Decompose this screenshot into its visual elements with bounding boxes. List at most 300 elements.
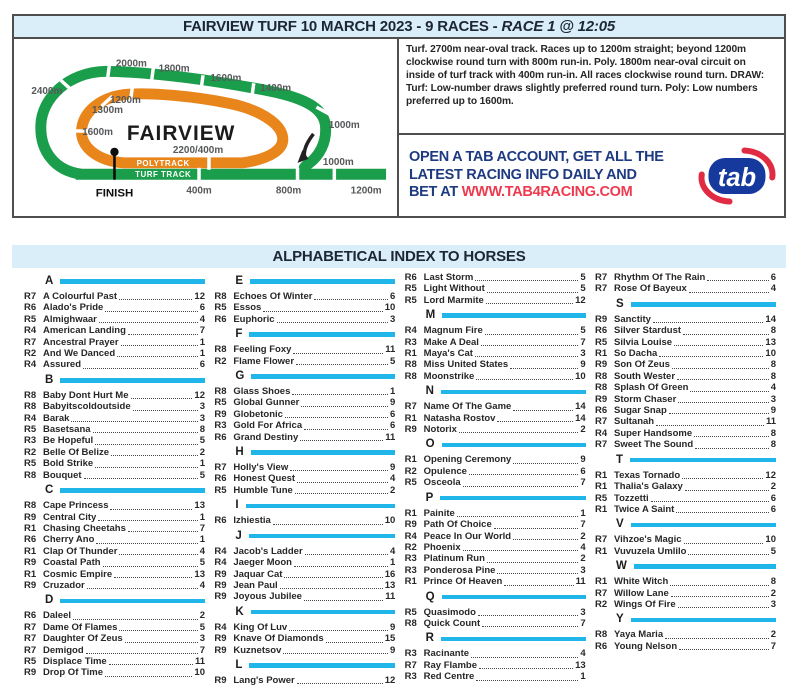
horse-name: Wings Of Fire xyxy=(613,598,676,610)
horse-name: Baby Dont Hurt Me xyxy=(43,389,129,401)
index-row xyxy=(214,291,395,302)
index-row xyxy=(24,314,205,325)
horse-name: Vihzoe's Magic xyxy=(613,534,682,546)
race-tag: R9 xyxy=(24,579,37,591)
dotted-leader xyxy=(103,566,198,567)
race-tag: R1 xyxy=(404,348,417,360)
section-divider-bar xyxy=(631,302,776,307)
section-letter: D xyxy=(45,594,54,607)
page-number: 10 xyxy=(384,515,396,527)
section-letter: B xyxy=(45,373,54,386)
dotted-leader xyxy=(297,482,388,483)
horse-name: Alado's Pride xyxy=(43,302,104,314)
dotted-leader xyxy=(128,334,198,335)
index-row xyxy=(24,546,205,557)
horse-name: Name Of The Game xyxy=(423,401,512,413)
race-tag: R7 xyxy=(594,587,608,599)
dotted-leader xyxy=(95,444,198,445)
index-row xyxy=(214,462,395,473)
horse-name: Son Of Zeus xyxy=(613,359,670,371)
index-row xyxy=(405,542,586,553)
index-row xyxy=(405,337,586,348)
race-tag: R3 xyxy=(404,671,417,683)
dotted-leader xyxy=(695,448,769,449)
page-number: 5 xyxy=(770,545,776,557)
index-row xyxy=(214,485,395,496)
page-number: 5 xyxy=(199,621,205,633)
page-number: 3 xyxy=(580,564,586,576)
race-tag: R7 xyxy=(24,644,37,656)
index-letter-header xyxy=(235,276,395,287)
track-label: FAIRVIEW xyxy=(126,121,236,145)
race-tag: R4 xyxy=(404,325,417,337)
index-row xyxy=(214,397,395,408)
dotted-leader xyxy=(683,334,769,335)
horse-name: Daughter Of Zeus xyxy=(43,633,123,645)
dotted-leader xyxy=(497,573,578,574)
page-number: 6 xyxy=(770,492,776,504)
horse-name: Belle Of Belize xyxy=(43,446,109,458)
page-number: 9 xyxy=(390,644,396,656)
section-divider-bar xyxy=(249,534,396,539)
horse-name: Quasimodo xyxy=(423,606,476,618)
page-number: 1 xyxy=(199,458,205,470)
section-divider-bar xyxy=(60,378,205,383)
index-row xyxy=(214,302,395,313)
index-row xyxy=(24,348,205,359)
index-row xyxy=(595,546,776,557)
index-row xyxy=(595,470,776,481)
page-number: 11 xyxy=(385,431,396,443)
race-tag: R5 xyxy=(404,283,417,295)
race-tag: R8 xyxy=(24,469,37,481)
horse-name: Dame Of Flames xyxy=(43,621,118,633)
index-row xyxy=(405,508,586,519)
dotted-leader xyxy=(289,630,388,631)
horse-name: Euphoric xyxy=(233,313,275,325)
page-number: 2 xyxy=(770,587,776,599)
race-tag: R7 xyxy=(404,659,417,671)
tab-logo-icon xyxy=(698,146,776,206)
index-columns xyxy=(24,272,776,686)
index-row xyxy=(24,435,205,446)
dotted-leader xyxy=(486,303,573,304)
index-row xyxy=(405,607,586,618)
track-description: Turf. 2700m near-oval track. Races up to 1200m straight; beyond 1200m clockwise round turn with 800m run-in. Poly. 1800m near-oval circuit on inside of turf track with 400m run-in. All races clockwise round turn. DRAW: Turf: Low-number draws slightly preferred round turn. Poly: Low numbers preferred up to 1600m. xyxy=(399,39,784,135)
dotted-leader xyxy=(690,391,768,392)
page-number: 6 xyxy=(770,272,776,283)
index-title: ALPHABETICAL INDEX TO HORSES xyxy=(272,248,526,265)
index-row xyxy=(24,337,205,348)
horse-name: Echoes Of Winter xyxy=(233,291,313,302)
dotted-leader xyxy=(128,531,198,532)
index-row xyxy=(214,356,395,367)
index-row xyxy=(214,591,395,602)
page-number: 5 xyxy=(199,435,205,447)
horse-name: Super Handsome xyxy=(613,427,693,439)
horse-name: Silvia Louise xyxy=(613,336,673,348)
dotted-leader xyxy=(99,322,198,323)
dotted-leader xyxy=(676,512,768,513)
dotted-leader xyxy=(73,619,198,620)
dotted-leader xyxy=(125,642,198,643)
horse-name: Twice A Saint xyxy=(613,503,675,515)
horse-name: Peace In Our World xyxy=(423,530,512,542)
dotted-leader xyxy=(290,470,388,471)
page-number: 8 xyxy=(199,424,205,436)
dotted-leader xyxy=(117,356,198,357)
horse-name: Clap Of Thunder xyxy=(43,545,118,557)
horse-name: Jean Paul xyxy=(233,579,278,591)
page-number: 1 xyxy=(390,386,396,398)
race-tag: R5 xyxy=(404,606,417,618)
dotted-leader xyxy=(326,642,383,643)
ad-line-2: LATEST RACING INFO DAILY AND xyxy=(409,166,637,183)
race-tag: R6 xyxy=(214,515,227,527)
index-row xyxy=(405,413,586,424)
section-divider-bar xyxy=(251,374,395,379)
index-row xyxy=(595,588,776,599)
track-label: 1200m xyxy=(109,95,141,107)
horse-name: And We Danced xyxy=(43,348,116,360)
horse-name: Glass Shoes xyxy=(233,386,291,398)
page-number: 1 xyxy=(390,557,396,569)
dotted-leader xyxy=(105,676,192,677)
index-row xyxy=(214,473,395,484)
dotted-leader xyxy=(459,432,578,433)
page-number: 4 xyxy=(770,382,776,394)
page-number: 4 xyxy=(199,545,205,557)
race-tag: R7 xyxy=(214,462,227,474)
dotted-leader xyxy=(510,368,578,369)
index-row xyxy=(595,629,776,640)
index-row xyxy=(405,272,586,283)
page-number: 11 xyxy=(765,416,776,428)
track-label: TURF TRACK xyxy=(135,170,192,180)
dotted-leader xyxy=(119,630,197,631)
page-number: 5 xyxy=(199,557,205,569)
page-number: 4 xyxy=(580,648,586,660)
race-tag: R9 xyxy=(24,511,37,523)
index-column-3 xyxy=(405,272,586,686)
race-tag: R8 xyxy=(594,382,608,394)
race-tag: R7 xyxy=(404,401,417,413)
section-letter: K xyxy=(235,605,244,618)
index-row xyxy=(595,394,776,405)
index-row xyxy=(595,481,776,492)
section-letter: Q xyxy=(425,590,435,603)
horse-name: Grand Destiny xyxy=(233,431,299,443)
index-row xyxy=(24,470,205,481)
page-number: 10 xyxy=(765,534,776,546)
page-number: 1 xyxy=(199,348,205,360)
track-label: 1800m xyxy=(158,63,190,75)
page-number: 11 xyxy=(194,655,205,667)
page-number: 13 xyxy=(194,500,205,512)
section-letter: O xyxy=(425,438,435,451)
race-tag: R3 xyxy=(404,336,417,348)
dotted-leader xyxy=(684,543,764,544)
page-number: 7 xyxy=(580,477,586,489)
page-number: 3 xyxy=(580,606,586,618)
ad-line-3 xyxy=(409,184,698,202)
index-letter-header xyxy=(616,561,776,572)
section-letter: A xyxy=(45,275,54,287)
index-column-4 xyxy=(595,272,776,686)
horse-name: Bouquet xyxy=(43,469,82,481)
dotted-leader xyxy=(457,516,579,517)
dotted-leader xyxy=(133,410,198,411)
race-tag: R6 xyxy=(594,405,608,417)
horse-name: Honest Quest xyxy=(233,473,296,485)
page-number: 14 xyxy=(575,412,586,424)
index-row xyxy=(405,283,586,294)
horse-name: Miss United States xyxy=(423,359,509,371)
race-tag: R9 xyxy=(214,568,227,580)
tab4racing-url: WWW.TAB4RACING.COM xyxy=(461,184,633,201)
index-letter-header xyxy=(426,493,586,504)
race-tag: R3 xyxy=(404,553,417,565)
race-tag: R9 xyxy=(24,557,37,569)
race-tag: R5 xyxy=(404,294,417,306)
section-letter: G xyxy=(235,370,245,383)
race-tag: R1 xyxy=(404,412,417,424)
horse-name: Lang's Power xyxy=(233,674,295,686)
index-row xyxy=(24,580,205,591)
dotted-leader xyxy=(283,653,388,654)
horse-name: Ray Flambe xyxy=(423,659,477,671)
page-number: 5 xyxy=(580,325,586,337)
dotted-leader xyxy=(494,528,579,529)
page-number: 8 xyxy=(770,439,776,451)
page-number: 6 xyxy=(390,291,396,302)
index-row xyxy=(405,325,586,336)
dotted-leader xyxy=(481,345,578,346)
race-tag: R9 xyxy=(214,408,227,420)
race-tag: R1 xyxy=(594,348,608,360)
page-number: 7 xyxy=(770,640,776,652)
section-divider-bar xyxy=(251,450,396,455)
index-row xyxy=(214,409,395,420)
dotted-leader xyxy=(295,493,388,494)
race-tag: R5 xyxy=(404,477,417,489)
horse-name: Almighwaar xyxy=(43,313,97,325)
index-letter-header xyxy=(235,660,395,671)
race-tag: R2 xyxy=(24,446,37,458)
horse-name: Silver Stardust xyxy=(613,325,682,337)
index-letter-header xyxy=(616,299,776,310)
dotted-leader xyxy=(478,615,578,616)
page-number: 2 xyxy=(580,553,586,565)
index-letter-header xyxy=(616,614,776,625)
page-number: 12 xyxy=(575,294,586,306)
index-row xyxy=(214,515,395,526)
page-number: 2 xyxy=(770,629,776,641)
index-letter-header xyxy=(426,633,586,644)
page-number: 13 xyxy=(765,336,776,348)
ad-line-1: OPEN A TAB ACCOUNT, GET ALL THE xyxy=(409,149,664,166)
section-divider-bar xyxy=(442,313,585,318)
page-number: 14 xyxy=(575,401,586,413)
section-divider-bar xyxy=(630,458,776,463)
horse-name: Texas Tornado xyxy=(613,469,681,481)
index-row xyxy=(24,291,205,302)
race-tag: R7 xyxy=(594,416,608,428)
page-number: 1 xyxy=(580,671,586,683)
race-tag: R1 xyxy=(594,481,608,493)
index-row xyxy=(24,302,205,313)
horse-name: Jaquar Cat xyxy=(233,568,283,580)
page-number: 8 xyxy=(770,359,776,371)
dotted-leader xyxy=(86,653,198,654)
index-row xyxy=(214,386,395,397)
race-tag: R5 xyxy=(594,336,608,348)
index-row xyxy=(24,500,205,511)
page-number: 2 xyxy=(199,446,205,458)
index-column-2 xyxy=(214,272,395,686)
race-tag: R4 xyxy=(214,621,227,633)
horse-name: Vuvuzela Umlilo xyxy=(613,545,687,557)
track-label: 1400m xyxy=(260,83,292,95)
dotted-leader xyxy=(479,668,573,669)
horse-name: Racinante xyxy=(423,648,470,660)
section-letter: I xyxy=(235,499,239,512)
dotted-leader xyxy=(513,410,573,411)
dotted-leader xyxy=(707,280,768,281)
page-number: 7 xyxy=(199,325,205,337)
race-tag: R3 xyxy=(24,435,37,447)
horse-name: Magnum Fire xyxy=(423,325,483,337)
dotted-leader xyxy=(110,509,192,510)
index-letter-header xyxy=(45,276,205,287)
index-row xyxy=(214,580,395,591)
page-number: 11 xyxy=(385,591,396,603)
page-number: 2 xyxy=(199,610,205,622)
index-row xyxy=(595,641,776,652)
race-day-title: FAIRVIEW TURF 10 MARCH 2023 - 9 RACES - xyxy=(182,18,498,35)
index-row xyxy=(24,622,205,633)
section-letter: L xyxy=(235,658,243,671)
index-row xyxy=(405,618,586,629)
race-tag: R1 xyxy=(594,576,608,588)
dotted-leader xyxy=(293,353,383,354)
dotted-leader xyxy=(656,425,764,426)
dotted-leader xyxy=(300,440,383,441)
race-tag: R2 xyxy=(594,598,608,610)
race-tag: R3 xyxy=(214,420,227,432)
horse-name: Young Nelson xyxy=(613,640,678,652)
race-tag: R7 xyxy=(24,633,37,645)
track-label: FINISH xyxy=(95,187,134,200)
dotted-leader xyxy=(653,322,763,323)
race-day-title-bar xyxy=(12,14,786,39)
horse-name: Phoenix xyxy=(423,541,461,553)
page-number: 14 xyxy=(765,313,776,325)
section-divider-bar xyxy=(634,564,776,569)
section-letter: Y xyxy=(615,613,624,626)
dotted-leader xyxy=(301,406,388,407)
race-tag: R6 xyxy=(214,431,227,443)
section-divider-bar xyxy=(441,390,586,395)
track-label: 1300m xyxy=(92,105,123,117)
dotted-leader xyxy=(694,436,769,437)
index-letter-header xyxy=(426,439,586,450)
dotted-leader xyxy=(651,501,769,502)
horse-name: Opulence xyxy=(423,465,467,477)
race-tag: R9 xyxy=(404,519,417,531)
svg-text:tab: tab xyxy=(717,163,757,192)
page-number: 1 xyxy=(199,534,205,546)
page-number: 5 xyxy=(390,355,396,367)
page-number: 13 xyxy=(384,579,396,591)
section-letter: V xyxy=(615,518,624,531)
dotted-leader xyxy=(109,664,193,665)
page-number: 12 xyxy=(384,674,396,686)
index-row xyxy=(24,458,205,469)
horse-name: Yaya Maria xyxy=(613,629,664,641)
horse-name: Sanctity xyxy=(613,313,651,325)
track-label: 400m xyxy=(186,185,212,197)
dotted-leader xyxy=(671,596,769,597)
page-number: 2 xyxy=(770,481,776,493)
dotted-leader xyxy=(677,379,769,380)
index-row xyxy=(595,348,776,359)
section-divider-bar xyxy=(250,279,395,284)
race-tag: R1 xyxy=(594,503,608,515)
index-row xyxy=(595,405,776,416)
dotted-leader xyxy=(476,680,578,681)
index-row xyxy=(24,359,205,370)
horse-name: Cherry Ano xyxy=(43,534,95,546)
horse-name: Be Hopeful xyxy=(43,435,94,447)
page-number: 6 xyxy=(390,420,396,432)
index-row xyxy=(595,272,776,283)
race-tag: R8 xyxy=(214,291,227,302)
dotted-leader xyxy=(273,524,383,525)
horse-name: Daleel xyxy=(43,610,71,622)
index-row xyxy=(595,325,776,336)
race-tag: R7 xyxy=(24,336,37,348)
index-row xyxy=(405,371,586,382)
dotted-leader xyxy=(84,478,198,479)
race-tag: R2 xyxy=(24,348,37,360)
race-tag: R2 xyxy=(214,355,227,367)
race-tag: R5 xyxy=(24,313,37,325)
dotted-leader xyxy=(119,554,197,555)
dotted-leader xyxy=(96,543,197,544)
page-number: 12 xyxy=(194,389,205,401)
tab-advert xyxy=(399,135,784,216)
page-number: 4 xyxy=(580,541,586,553)
index-row xyxy=(214,633,395,644)
race-tag: R9 xyxy=(594,313,608,325)
page-number: 11 xyxy=(575,576,586,588)
dotted-leader xyxy=(277,322,389,323)
race-tag: R9 xyxy=(214,674,227,686)
index-letter-header xyxy=(235,607,395,618)
dotted-leader xyxy=(485,334,579,335)
index-row xyxy=(595,439,776,450)
section-divider-bar xyxy=(440,496,585,501)
index-row xyxy=(405,531,586,542)
index-row xyxy=(595,534,776,545)
page-number: 3 xyxy=(770,393,776,405)
horse-name: Flame Flower xyxy=(233,355,295,367)
horse-name: Babyitscoldoutside xyxy=(43,401,131,413)
race-tag: R8 xyxy=(214,344,227,356)
index-row xyxy=(24,413,205,424)
race-tag: R5 xyxy=(594,492,608,504)
